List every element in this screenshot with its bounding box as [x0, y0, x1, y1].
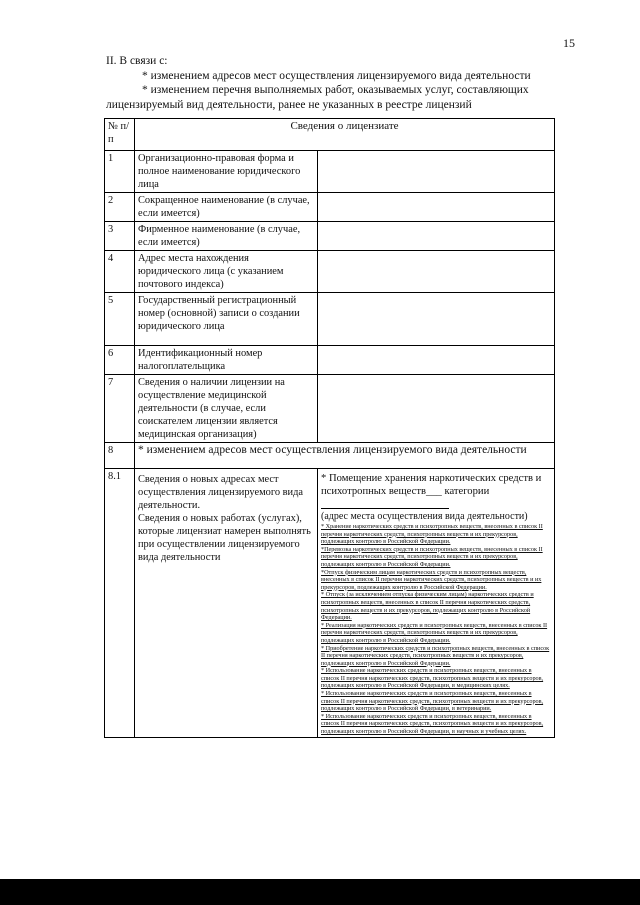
row-num: 8 — [105, 443, 135, 469]
row-value[interactable] — [318, 151, 555, 193]
table-row-8 — [105, 443, 555, 469]
header-num: № п/п — [105, 119, 135, 151]
row-8-1-label-addresses: Сведения о новых адресах мест осуществления лицензируемого вида деятельности. — [138, 474, 304, 511]
table-row-8-1 — [105, 469, 555, 738]
row-value[interactable] — [318, 222, 555, 251]
row-value[interactable] — [318, 346, 555, 375]
works-item: *Отпуск физическим лицам наркотических средств и психотропных веществ, внесенных в список II перечня наркотических средств, психотропных веществ и их прекурсоров, подлежащих контролю в Российской Федерации. — [321, 568, 542, 591]
row-8-1-label — [135, 469, 318, 738]
works-item: *Перевозка наркотических средств и психотропных веществ, внесенных в список II перечня наркотических средств, психотропных веществ и их прекурсоров, подлежащих контролю в Российской Федерации. — [321, 545, 543, 568]
address-line[interactable] — [321, 498, 449, 509]
row-label: Организационно-правовая форма и полное наименование юридического лица — [135, 151, 318, 193]
table-row — [105, 151, 555, 193]
storage-premises-title: * Помещение хранения наркотических средств и психотропных веществ___ категории — [321, 473, 542, 497]
row-label: Государственный регистрационный номер (основной) записи о создании юридического лица — [135, 293, 318, 346]
table-row — [105, 222, 555, 251]
table-row — [105, 251, 555, 293]
row-label: Сокращенное наименование (в случае, если имеется) — [135, 193, 318, 222]
intro-block — [106, 54, 556, 112]
works-item: * Реализация наркотических средств и психотропных веществ, внесенных в список II перечня наркотических средств, психотропных веществ и их прекурсоров, подлежащих контролю в Российской Федерации. — [321, 621, 548, 644]
row-num: 6 — [105, 346, 135, 375]
address-caption: (адрес места осуществления вида деятельности) — [321, 511, 528, 522]
works-item: * Использование наркотических средств и психотропных веществ, внесенных в список II перечня наркотических средств, психотропных веществ и их прекурсоров, подлежащих контролю в Российской Федерации, в медицинских целях. — [321, 667, 544, 690]
row-8-text: * изменением адресов мест осуществления лицензируемого вида деятельности — [135, 443, 555, 469]
row-num: 7 — [105, 375, 135, 443]
bullet-works-line2: лицензируемый вид деятельности, ранее не указанных в реестре лицензий — [106, 98, 472, 111]
row-num: 3 — [105, 222, 135, 251]
table-header-row — [105, 119, 555, 151]
row-num: 5 — [105, 293, 135, 346]
row-value[interactable] — [318, 193, 555, 222]
row-num: 2 — [105, 193, 135, 222]
table-row — [105, 346, 555, 375]
section-title: II. В связи с: — [106, 55, 168, 67]
row-label: Сведения о наличии лицензии на осуществление медицинской деятельности (в случае, если соискателем лицензии является медицинская организация) — [135, 375, 318, 443]
row-num: 8.1 — [105, 469, 135, 738]
row-8-1-label-works: Сведения о новых работах (услугах), которые лицензиат намерен выполнять при осуществлении лицензируемого вида деятельности — [138, 513, 311, 563]
row-label: Адрес места нахождения юридического лица (с указанием почтового индекса) — [135, 251, 318, 293]
works-item: * Хранение наркотических средств и психотропных веществ, внесенных в список II перечня наркотических средств, психотропных веществ и их прекурсоров, подлежащих контролю в Российской Федерации. — [321, 523, 543, 546]
row-label: Идентификационный номер налогоплательщика — [135, 346, 318, 375]
page-number: 15 — [563, 36, 575, 50]
row-value[interactable] — [318, 251, 555, 293]
table-row — [105, 293, 555, 346]
table-row — [105, 375, 555, 443]
licensee-table — [104, 118, 555, 738]
bullet-addresses: * изменением адресов мест осуществления лицензируемого вида деятельности — [142, 69, 531, 82]
works-item: * Отпуск (за исключением отпуска физическим лицам) наркотических средств и психотропных веществ, внесенных в список II перечня наркотических средств, психотропных веществ и их прекурсоров, подлежащих контролю в Российской Федерации. — [321, 591, 534, 622]
row-value[interactable] — [318, 293, 555, 346]
table-row — [105, 193, 555, 222]
works-item: * Приобретение наркотических средств и психотропных веществ, внесенных в список II перечня наркотических средств, психотропных веществ и их прекурсоров, подлежащих контролю в Российской Федерации. — [321, 644, 550, 667]
row-label: Фирменное наименование (в случае, если имеется) — [135, 222, 318, 251]
header-title: Сведения о лицензиате — [135, 119, 555, 151]
row-num: 1 — [105, 151, 135, 193]
bullet-works-line1: * изменением перечня выполняемых работ, оказываемых услуг, составляющих — [142, 84, 529, 96]
works-item: * Использование наркотических средств и психотропных веществ, внесенных в список II перечня наркотических средств, психотропных веществ и их прекурсоров, подлежащих контролю в Российской Федерации, в научных и учебных целях. — [321, 712, 544, 736]
row-num: 4 — [105, 251, 135, 293]
scan-bottom-edge — [0, 879, 640, 905]
row-8-1-details — [318, 469, 555, 738]
row-value[interactable] — [318, 375, 555, 443]
works-item: * Использование наркотических средств и психотропных веществ, внесенных в список II перечня наркотических средств, психотропных веществ и их прекурсоров, подлежащих контролю в Российской Федерации, в ветеринарии. — [321, 690, 544, 713]
